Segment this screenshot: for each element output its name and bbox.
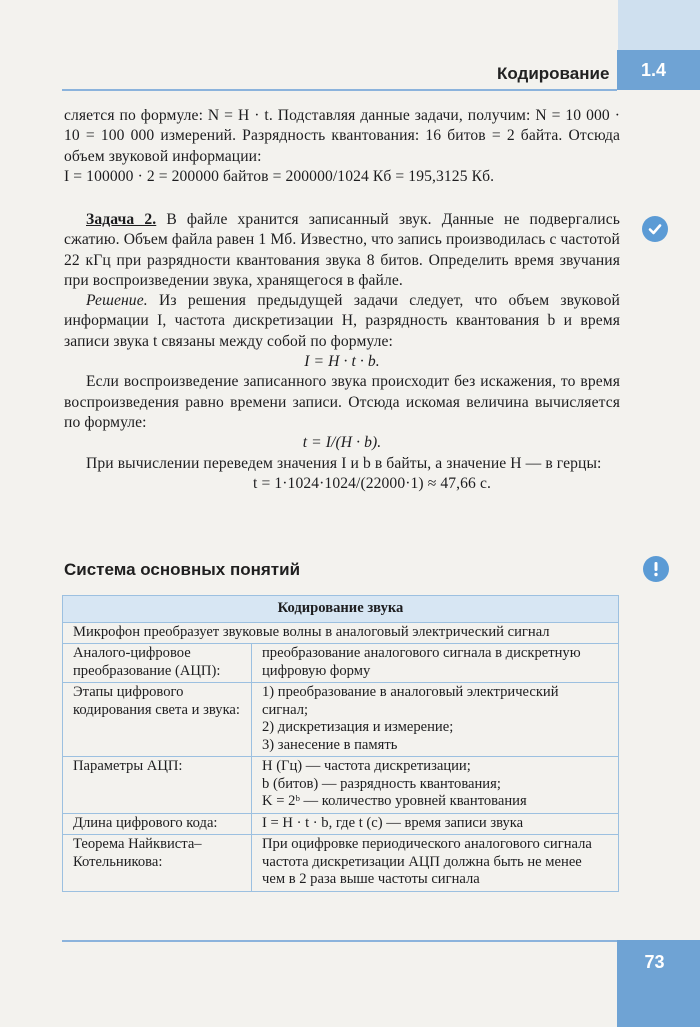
intro-paragraph: сляется по формуле: N = H · t. Подставляя данные задачи, получим: N = 10 000 · 10 = 100 000 измерений. Разрядность квантования: 16 битов = 2 байта. Отсюда объем звуковой информации: [64,107,620,165]
term-cell: Параметры АЦП: [63,757,252,814]
table-row [63,683,619,757]
definition-cell: При оцифровке периодического аналогового сигнала частота дискретизации АЦП должна быть не менее чем в 2 раза выше частоты сигнала [252,835,619,892]
term-cell: Теорема Найквиста–Котельникова: [63,835,252,892]
task-2-text: В файле хранится записанный звук. Данные не подвергались сжатию. Объем файла равен 1 Мб. Известно, что запись производилась с частотой 22 кГц при разрядности квантования звука 8 битов. Определить время звучания при воспроизведении звука, хранящегося в файле. [64,211,620,289]
definition-cell: преобразование аналогового сигнала в дискретную цифровую форму [252,644,619,683]
solution-label: Решение. [86,292,148,310]
intro-formula: I = 100000 · 2 = 200000 байтов = 200000/1024 Кб = 195,3125 Кб. [64,167,495,185]
term-cell: Аналого-цифровое преобразование (АЦП): [63,644,252,683]
table-row [63,813,619,835]
footer-rule [62,940,617,942]
concepts-table [62,595,619,892]
formula-2: t = I/(H · b). [302,434,382,452]
concepts-heading: Система основных понятий [64,560,301,579]
header-rule [62,89,617,91]
page-number: 73 [617,940,700,1027]
section-number-tab: 1.4 [617,50,700,90]
task-2-block [64,210,620,494]
table-title-row [63,596,619,623]
intro-block [64,106,620,187]
paragraph-3: Если воспроизведение записанного звука происходит без искажения, то время воспроизведения равно времени записи. Отсюда искомая величина вычисляется по формуле: [64,373,620,431]
definition-cell: I = H · t · b, где t (с) — время записи звука [252,813,619,835]
check-circle-icon [642,216,668,242]
table-title: Кодирование звука [63,596,619,623]
term-cell: Этапы цифрового кодирования света и звука: [63,683,252,757]
running-header-title: Кодирование [497,64,610,83]
solution-paragraph [64,291,620,352]
exclamation-circle-icon [643,556,669,582]
paragraph-4: При вычислении переведем значения I и b в байты, а значение H — в герцы: [86,454,602,472]
term-cell: Длина цифрового кода: [63,813,252,835]
formula-3: t = 1·1024·1024/(22000·1) ≈ 47,66 с. [253,474,491,492]
task-2-label: Задача 2. [86,211,157,228]
formula-1: I = H · t · b. [304,353,380,371]
solution-text: Из решения предыдущей задачи следует, что объем звуковой информации I, частота дискретизации H, разрядность квантования b и время записи звука t связаны между собой по формуле: [64,292,620,350]
table-row [63,757,619,814]
top-corner-strip [618,0,700,50]
table-intro-row [63,622,619,644]
table-row [63,835,619,892]
task-2-paragraph [64,210,620,291]
definition-cell: 1) преобразование в аналоговый электрический сигнал; 2) дискретизация и измерение; 3) занесение в память [252,683,619,757]
definition-cell: H (Гц) — частота дискретизации; b (битов) — разрядность квантования; K = 2ᵇ — количество уровней квантования [252,757,619,814]
table-row [63,644,619,683]
table-intro-cell: Микрофон преобразует звуковые волны в аналоговый электрический сигнал [63,622,619,644]
